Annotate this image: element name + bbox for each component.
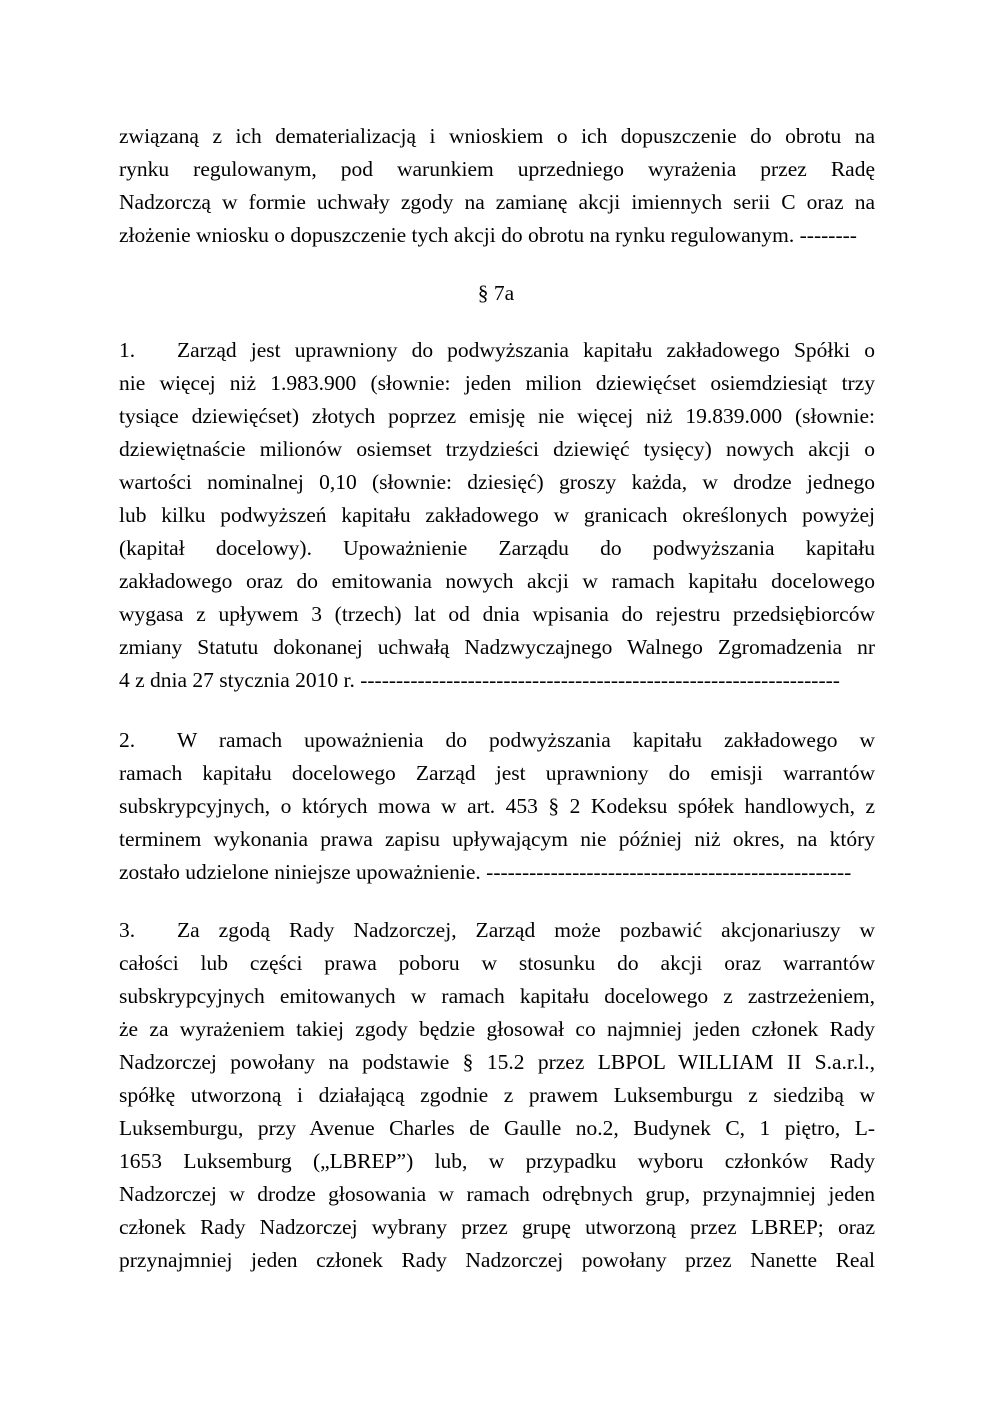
paragraph-line: członek Rady Nadzorczej wybrany przez grupę utworzoną przez LBREP; oraz <box>119 1215 875 1239</box>
paragraph-line: zakładowego oraz do emitowania nowych akcji w ramach kapitału docelowego <box>119 569 875 593</box>
intro-line: złożenie wniosku o dopuszczenie tych akcji do obrotu na rynku regulowanym. -------- <box>119 223 857 247</box>
paragraph-line: zostało udzielone niniejsze upoważnienie. --------------------------------------------------- <box>119 860 852 884</box>
paragraph-number: 1. <box>119 338 136 362</box>
paragraph-3-first-line <box>119 914 875 947</box>
paragraph-line: wygasa z upływem 3 (trzech) lat od dnia wpisania do rejestru przedsiębiorców <box>119 602 875 626</box>
intro-line: rynku regulowanym, pod warunkiem uprzedniego wyrażenia przez Radę <box>119 157 875 181</box>
paragraph-line: 4 z dnia 27 stycznia 2010 r. ------------------------------------------------------------------- <box>119 668 840 692</box>
paragraph-line: Nadzorczej w drodze głosowania w ramach odrębnych grup, przynajmniej jeden <box>119 1182 875 1206</box>
paragraph-line: Nadzorczej powołany na podstawie § 15.2 przez LBPOL WILLIAM II S.a.r.l., <box>119 1050 875 1074</box>
paragraph-line: że za wyrażeniem takiej zgody będzie głosował co najmniej jeden członek Rady <box>119 1017 875 1041</box>
paragraph-line: całości lub części prawa poboru w stosunku do akcji oraz warrantów <box>119 951 875 975</box>
paragraph-line: 1653 Luksemburg („LBREP”) lub, w przypadku wyboru członków Rady <box>119 1149 875 1173</box>
intro-line: Nadzorczą w formie uchwały zgody na zamianę akcji imiennych serii C oraz na <box>119 190 875 214</box>
paragraph-number: 2. <box>119 728 136 752</box>
paragraph-line: przynajmniej jeden członek Rady Nadzorczej powołany przez Nanette Real <box>119 1248 875 1272</box>
paragraph-line: Zarząd jest uprawniony do podwyższania kapitału zakładowego Spółki o <box>177 338 875 362</box>
paragraph-line: tysiące dziewięćset) złotych poprzez emisję nie więcej niż 19.839.000 (słownie: <box>119 404 875 428</box>
paragraph-line: subskrypcyjnych, o których mowa w art. 453 § 2 Kodeksu spółek handlowych, z <box>119 794 875 818</box>
paragraph-line: W ramach upoważnienia do podwyższania kapitału zakładowego w <box>177 728 875 752</box>
paragraph-line: (kapitał docelowy). Upoważnienie Zarządu do podwyższania kapitału <box>119 536 875 560</box>
paragraph-line: lub kilku podwyższeń kapitału zakładowego w granicach określonych powyżej <box>119 503 875 527</box>
paragraph-2-first-line <box>119 724 875 757</box>
paragraph-line: Za zgodą Rady Nadzorczej, Zarząd może pozbawić akcjonariuszy w <box>177 918 875 942</box>
paragraph-line: ramach kapitału docelowego Zarząd jest uprawniony do emisji warrantów <box>119 761 875 785</box>
paragraph-line: nie więcej niż 1.983.900 (słownie: jeden milion dziewięćset osiemdziesiąt trzy <box>119 371 875 395</box>
intro-line: związaną z ich dematerializacją i wnioskiem o ich dopuszczenie do obrotu na <box>119 124 875 148</box>
paragraph-line: Luksemburgu, przy Avenue Charles de Gaulle no.2, Budynek C, 1 piętro, L- <box>119 1116 875 1140</box>
paragraph-line: zmiany Statutu dokonanej uchwałą Nadzwyczajnego Walnego Zgromadzenia nr <box>119 635 875 659</box>
paragraph-line: spółkę utworzoną i działającą zgodnie z prawem Luksemburgu z siedzibą w <box>119 1083 875 1107</box>
paragraph-line: terminem wykonania prawa zapisu upływającym nie później niż okres, na który <box>119 827 875 851</box>
paragraph-line: wartości nominalnej 0,10 (słownie: dziesięć) groszy każda, w drodze jednego <box>119 470 875 494</box>
section-heading: § 7a <box>477 281 515 305</box>
paragraph-1-first-line <box>119 334 875 367</box>
paragraph-number: 3. <box>119 918 136 942</box>
paragraph-line: subskrypcyjnych emitowanych w ramach kapitału docelowego z zastrzeżeniem, <box>119 984 875 1008</box>
paragraph-line: dziewiętnaście milionów osiemset trzydzieści dziewięć tysięcy) nowych akcji o <box>119 437 875 461</box>
